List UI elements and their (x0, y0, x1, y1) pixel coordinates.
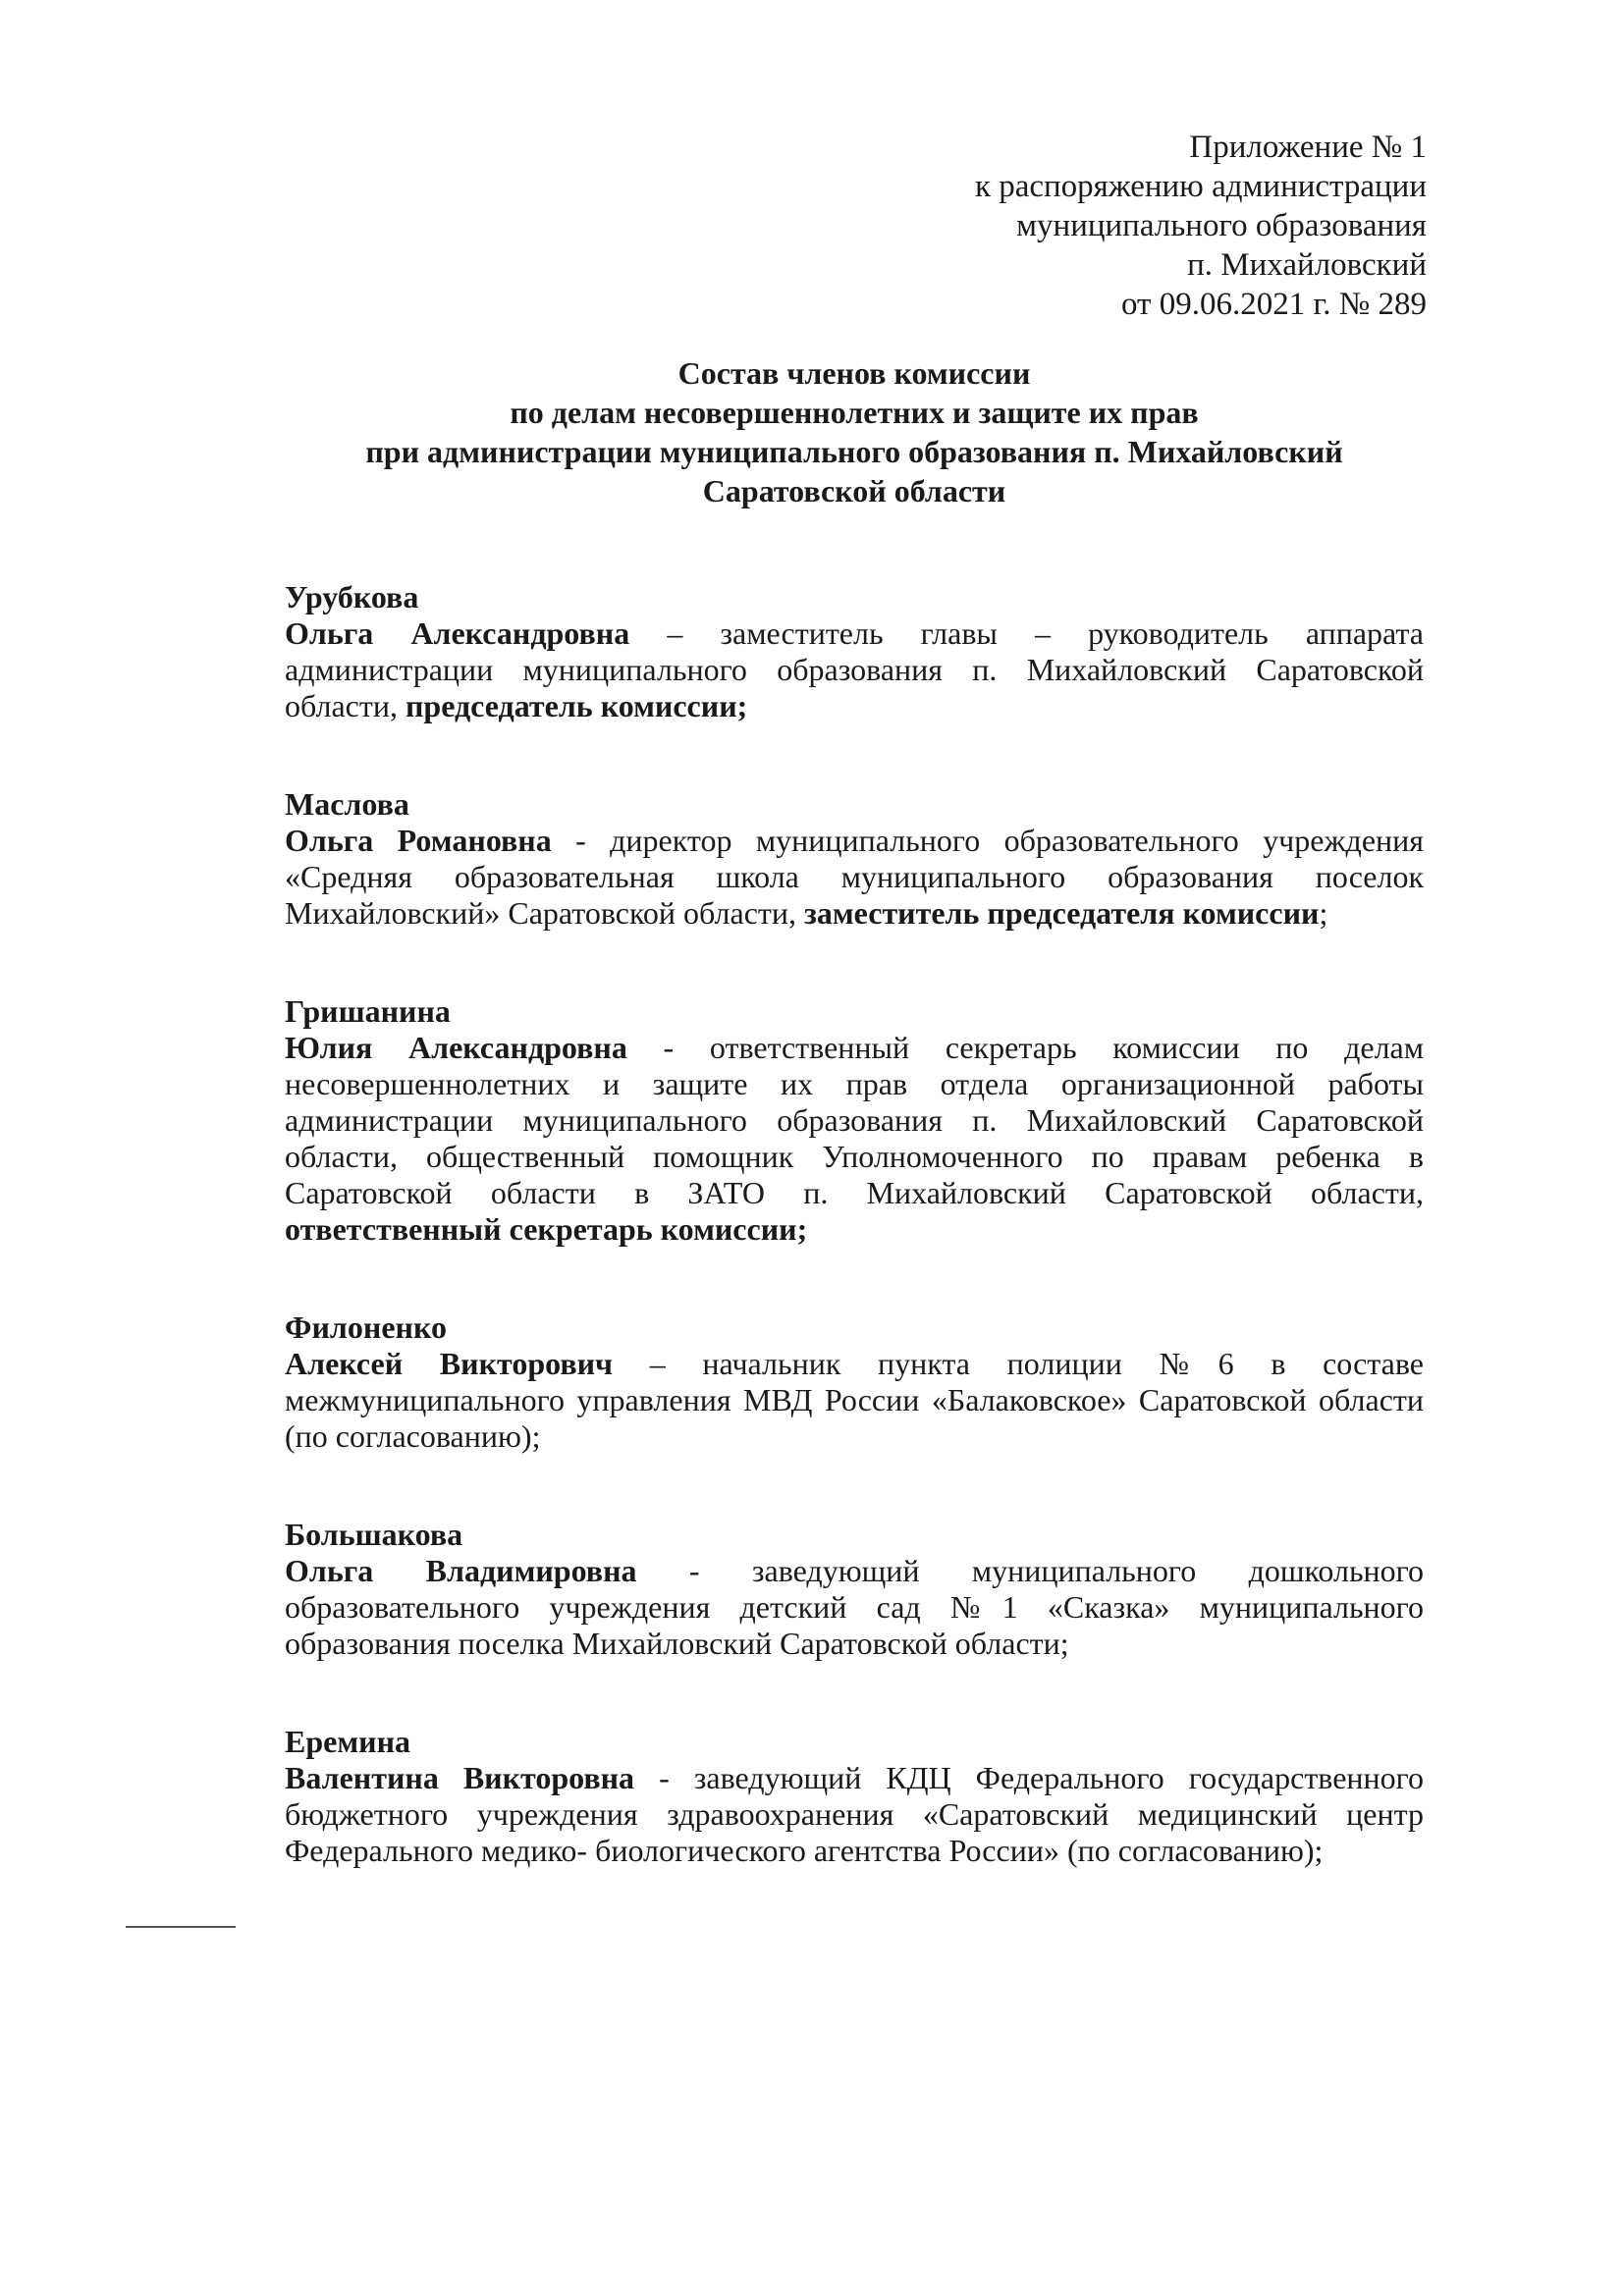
appendix-settlement: п. Михайловский (1187, 247, 1427, 283)
member-first-names: Юлия Александровна (285, 1030, 627, 1065)
member-surname: Гришанина (285, 993, 451, 1029)
title-line-1: Состав членов комиссии (677, 355, 1031, 391)
member-first-names: Валентина Викторовна (285, 1760, 635, 1795)
member-description (285, 1346, 1424, 1455)
title-line-2: по делам несовершеннолетних и защите их прав (510, 395, 1199, 430)
member-surname: Еремина (285, 1724, 411, 1759)
member-surname: Большакова (285, 1517, 463, 1552)
appendix-municipality: муниципального образования (1016, 208, 1427, 243)
member-position: – начальник пункта полиции №6 в составе межмуниципального управления МВД России «Балаковское» Саратовской области (по согласованию); (285, 1346, 1425, 1454)
member-entry (285, 579, 1424, 724)
scan-divider-mark (126, 1926, 236, 1928)
member-role: ответственный секретарь комиссии; (285, 1211, 808, 1247)
appendix-header (975, 128, 1427, 324)
member-description (285, 1030, 1424, 1248)
member-entry (285, 786, 1424, 932)
appendix-date: от 09.06.2021 г. № 289 (1120, 287, 1427, 322)
member-position: - ответственный секретарь комиссии по делам несовершеннолетних и защите их прав отдела организационной работы администрации муниципального образования п. Михайловский Саратовской области, общественный помощник Уполномоченного по правам ребенка в Саратовской области в ЗАТО п. Михайловский Саратовской области, (285, 1030, 1425, 1210)
appendix-number: Приложение № 1 (1189, 130, 1427, 165)
member-tail: ; (1319, 895, 1328, 931)
appendix-reference: к распоряжению администрации (974, 169, 1427, 204)
members-list (285, 579, 1424, 1931)
member-description (285, 823, 1424, 932)
member-first-names: Ольга Владимировна (285, 1553, 637, 1588)
member-position: - директор муниципального образовательного учреждения «Средняя образовательная школа муниципального образования поселок Михайловский» Саратовской области, (285, 823, 1425, 931)
member-role: заместитель председателя комиссии (804, 895, 1320, 931)
document-title (285, 353, 1424, 510)
member-position: - заведующий КДЦ Федерального государственного бюджетного учреждения здравоохранения «Саратовский медицинский центр Федерального медико- биологического агентства России» (по согласованию); (285, 1760, 1425, 1868)
member-entry (285, 1517, 1424, 1662)
member-position: – заместитель главы – руководитель аппарата администрации муниципального образования п. Михайловский Саратовской области, (285, 615, 1425, 723)
member-surname: Урубкова (285, 579, 419, 614)
member-first-names: Алексей Викторович (285, 1346, 614, 1381)
member-surname: Маслова (285, 786, 409, 822)
member-position: - заведующий муниципального дошкольного образовательного учреждения детский сад №1 «Сказка» муниципального образования поселка Михайловский Саратовской области; (285, 1553, 1425, 1661)
member-entry (285, 993, 1424, 1248)
title-line-3: при администрации муниципального образования п. Михайловский (365, 434, 1343, 469)
member-first-names: Ольга Романовна (285, 823, 552, 858)
title-line-4: Саратовской области (702, 473, 1006, 508)
member-role: председатель комиссии; (405, 688, 748, 723)
member-description (285, 615, 1424, 724)
member-entry (285, 1309, 1424, 1455)
member-surname: Филоненко (285, 1309, 447, 1345)
member-entry (285, 1724, 1424, 1869)
member-description (285, 1553, 1424, 1662)
member-first-names: Ольга Александровна (285, 615, 630, 651)
member-description (285, 1760, 1424, 1869)
